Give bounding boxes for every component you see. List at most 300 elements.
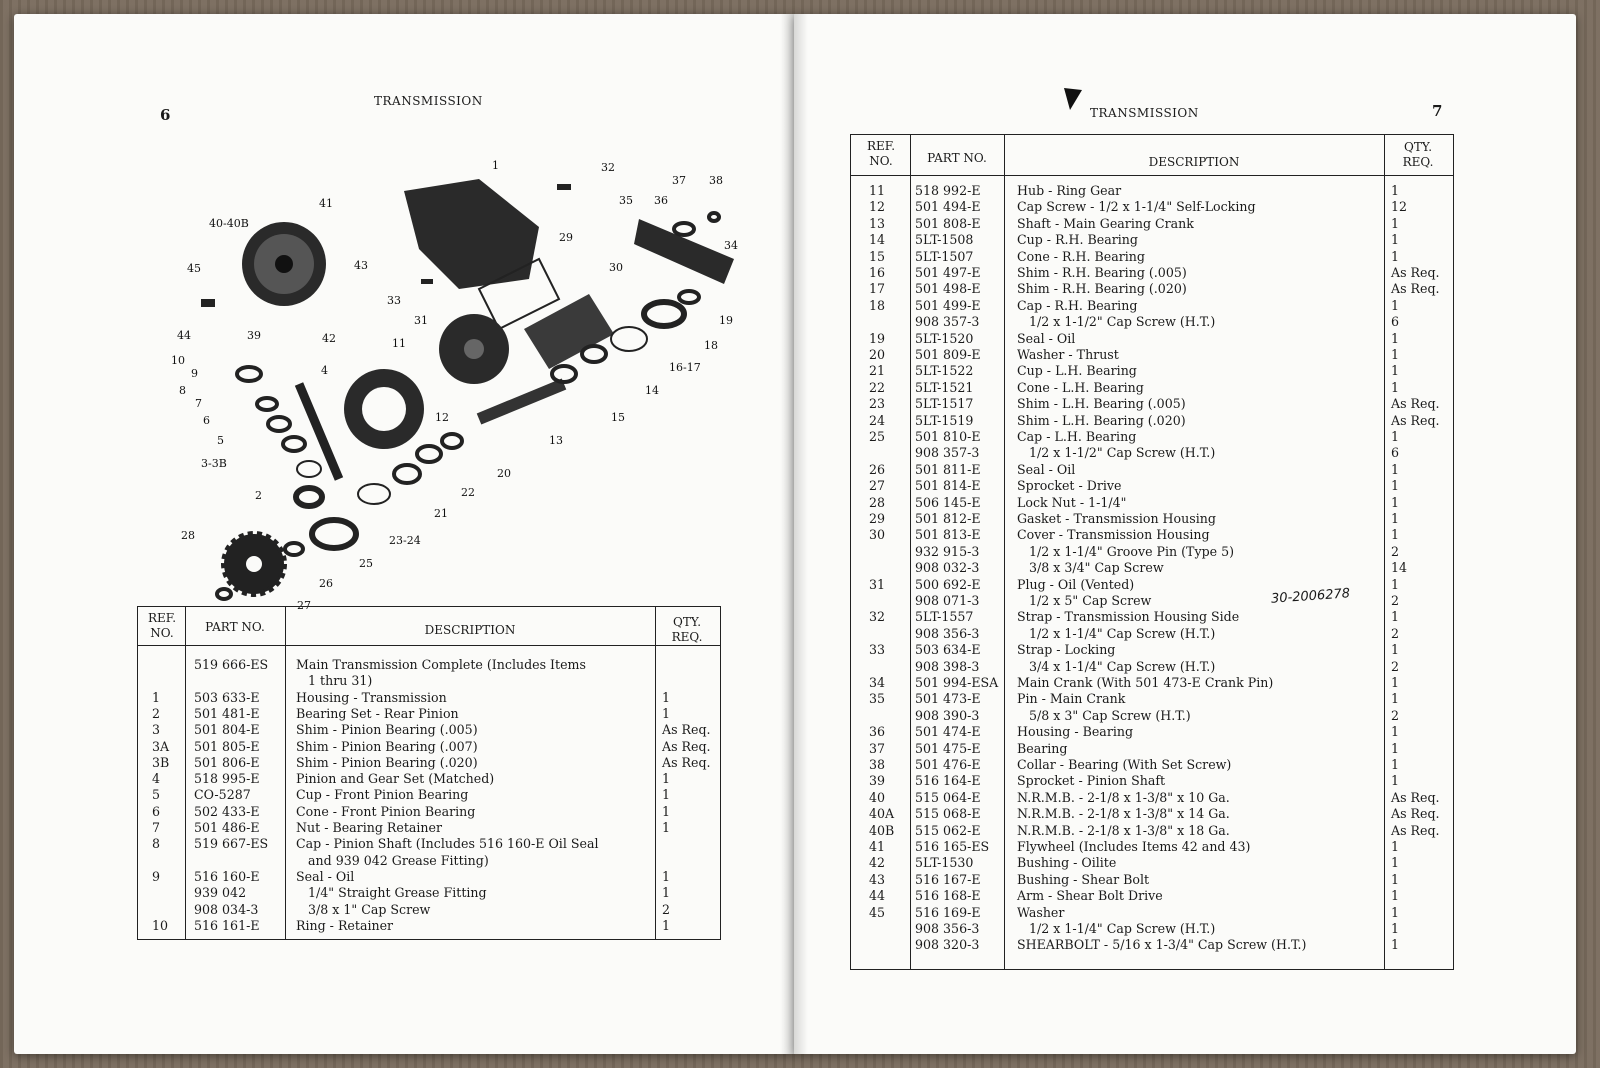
cell-part: 501 813-E [915,527,981,543]
cell-part: 5LT-1530 [915,855,974,871]
cell-ref: 22 [869,379,886,395]
table-row [851,724,1453,740]
svg-text:36: 36 [654,194,668,207]
svg-text:9: 9 [191,367,198,380]
cell-desc: Lock Nut - 1-1/4" [1017,494,1127,510]
cell-desc: Arm - Shear Bolt Drive [1017,888,1163,904]
table-row [851,445,1453,461]
cell-qty: As Req. [662,754,711,770]
cell-qty: As Req. [1391,822,1440,838]
table-row [138,722,720,738]
cell-desc: Cap Screw - 1/2 x 1-1/4" Self-Locking [1017,199,1256,215]
cell-part: 501 810-E [915,429,981,444]
cell-part: 501 497-E [915,265,981,280]
cell-part: 501 475-E [915,740,981,756]
cell-part: 908 032-3 [915,560,980,576]
table-row [138,771,720,787]
cell-qty: 2 [662,901,671,917]
cell-qty: 1 [1391,379,1400,395]
table-header [138,607,720,646]
table-row [851,363,1453,379]
svg-text:7: 7 [195,397,202,410]
cell-part: 516 160-E [194,868,260,884]
cell-part: 501 804-E [194,722,260,738]
table-row [851,593,1453,609]
table-row [851,560,1453,576]
cell-ref: 36 [869,724,886,740]
cell-part: 501 812-E [915,511,981,526]
svg-text:40-40B: 40-40B [209,217,249,230]
cell-ref: 25 [869,429,886,444]
table-row [851,757,1453,773]
cell-ref: 15 [869,248,886,264]
cell-desc: 1/2 x 1-1/4" Cap Screw (H.T.) [1017,921,1216,936]
svg-text:20: 20 [497,467,511,480]
cell-ref: 4 [152,771,161,787]
cell-qty: As Req. [662,722,711,738]
cell-part: 503 633-E [194,689,260,705]
table-row [138,657,720,673]
table-row [851,773,1453,789]
cell-desc: Cone - Front Pinion Bearing [296,803,476,819]
cell-qty: 1 [662,705,671,721]
table-row [851,183,1453,199]
cell-part: 501 499-E [915,297,981,313]
cell-desc: 1/2 x 1-1/2" Cap Screw (H.T.) [1017,445,1216,461]
cell-desc: N.R.M.B. - 2-1/8 x 1-3/8" x 18 Ga. [1017,822,1230,838]
cell-part: 519 667-ES [194,836,269,852]
cell-desc: Shim - Pinion Bearing (.020) [296,754,478,770]
svg-text:10: 10 [171,354,185,367]
cell-part: 502 433-E [194,803,260,819]
cell-qty: 2 [1391,658,1400,674]
cell-desc: N.R.M.B. - 2-1/8 x 1-3/8" x 14 Ga. [1017,806,1230,822]
cell-ref: 34 [869,675,886,690]
table-row [851,216,1453,232]
cell-qty: 1 [1391,740,1400,756]
crank-part [634,219,734,284]
cell-qty: 1 [1391,691,1400,707]
cell-qty: As Req. [662,738,711,754]
cell-desc: 3/4 x 1-1/4" Cap Screw (H.T.) [1017,658,1216,674]
cell-qty: 1 [1391,675,1400,690]
cell-ref: 30 [869,527,886,543]
cell-part: 939 042 [194,885,247,901]
cell-qty: 1 [1391,576,1400,592]
cell-qty: As Req. [1391,806,1440,822]
svg-text:43: 43 [354,259,368,272]
svg-text:2: 2 [255,489,262,502]
cell-ref: 28 [869,494,886,510]
svg-text:15: 15 [611,411,625,424]
table-row [851,527,1453,543]
cell-qty: 1 [1391,642,1400,658]
cell-qty: 14 [1391,560,1408,576]
cell-part: 5LT-1522 [915,363,974,379]
cell-ref: 29 [869,511,886,526]
cell-qty: 1 [662,771,671,787]
cell-part: 908 071-3 [915,593,980,608]
table-row [851,708,1453,724]
part-header: PART NO. [205,620,265,634]
cell-qty: 1 [1391,429,1400,444]
cell-part: 518 995-E [194,771,260,787]
cell-part: 5LT-1508 [915,232,974,248]
cell-qty: 1 [1391,724,1400,740]
cell-part: 501 806-E [194,754,260,770]
cell-qty: 1 [1391,904,1400,920]
svg-text:16-17: 16-17 [669,361,701,374]
cell-part: 908 390-3 [915,707,980,723]
cell-part: 516 169-E [915,904,981,920]
cell-qty: 1 [662,885,671,901]
cell-desc: Cone - R.H. Bearing [1017,248,1145,264]
cell-desc: Shim - Pinion Bearing (.007) [296,738,478,754]
cell-part: 515 064-E [915,789,981,805]
locking-strap-part [421,279,433,284]
cell-ref: 10 [152,917,169,933]
cell-ref: 43 [869,871,886,887]
cell-qty: 1 [1391,527,1400,543]
table-row [851,839,1453,855]
cell-part: 501 474-E [915,724,981,740]
cell-desc: Housing - Bearing [1017,724,1134,740]
main-shaft-part [479,384,564,419]
cell-part: 501 809-E [915,347,981,362]
cell-qty: 1 [662,803,671,819]
cell-qty: 1 [662,820,671,835]
exploded-parts-diagram [159,149,749,619]
qty-header: QTY. REQ. [1402,140,1434,169]
cell-part: 518 992-E [915,183,981,198]
table-row [851,921,1453,937]
cell-ref: 3A [152,738,170,754]
svg-text:22: 22 [461,486,475,499]
cell-desc: SHEARBOLT - 5/16 x 1-3/4" Cap Screw (H.T.) [1017,937,1307,953]
cell-qty: 6 [1391,445,1400,461]
cell-part: 5LT-1520 [915,330,974,346]
cell-desc: Main Crank (With 501 473-E Crank Pin) [1017,675,1274,690]
table-row [851,577,1453,593]
svg-text:37: 37 [672,174,686,187]
svg-text:14: 14 [645,384,659,397]
cell-desc: Flywheel (Includes Items 42 and 43) [1017,839,1251,854]
table-row [851,249,1453,265]
cell-qty: 1 [662,787,671,803]
cell-ref: 7 [152,820,161,835]
cell-desc: Pin - Main Crank [1017,691,1126,707]
svg-text:42: 42 [322,332,336,345]
cell-desc: N.R.M.B. - 2-1/8 x 1-3/8" x 10 Ga. [1017,789,1230,805]
cell-ref: 6 [152,803,161,819]
cell-desc: Strap - Locking [1017,642,1116,658]
cell-part: 500 692-E [915,576,981,592]
table-row [851,790,1453,806]
table-row [851,413,1453,429]
cell-part: 515 068-E [915,806,981,822]
svg-text:39: 39 [247,329,261,342]
cell-desc: Shim - Pinion Bearing (.005) [296,722,478,738]
cell-part: 506 145-E [915,494,981,510]
table-row [851,199,1453,215]
table-row [851,888,1453,904]
handwritten-note: 30-2006278 [1270,586,1351,607]
table-row [851,347,1453,363]
svg-text:1: 1 [492,159,499,172]
page-number: 7 [1432,102,1443,120]
cell-desc: Cap - Pinion Shaft (Includes 516 160-E Oil Seal [296,836,599,852]
cell-desc: 1/4" Straight Grease Fitting [296,885,487,901]
svg-text:45: 45 [187,262,201,275]
cell-desc: 1/2 x 1-1/4" Cap Screw (H.T.) [1017,625,1216,641]
cell-part: 5LT-1557 [915,609,974,625]
table-row [851,478,1453,494]
table-row [851,396,1453,412]
svg-text:5: 5 [217,434,224,447]
page-header: TRANSMISSION [1090,106,1199,120]
cell-ref: 42 [869,855,886,871]
table-row [138,869,720,885]
cell-part: 5LT-1517 [915,396,974,412]
cell-qty: 1 [1391,839,1400,854]
cell-qty: 1 [1391,937,1400,953]
svg-text:19: 19 [719,314,733,327]
table-row [851,429,1453,445]
cell-desc: Housing - Transmission [296,689,447,705]
cell-qty: 1 [1391,773,1400,789]
svg-text:3-3B: 3-3B [201,457,227,470]
table-row [851,232,1453,248]
table-row [851,298,1453,314]
cell-qty: 1 [662,868,671,884]
cell-part: 908 356-3 [915,625,980,641]
svg-text:34: 34 [724,239,738,252]
cell-part: 515 062-E [915,822,981,838]
cell-ref: 40A [869,806,895,822]
cell-qty: 1 [1391,871,1400,887]
cell-part: 503 634-E [915,642,981,658]
cell-desc: 1/2 x 5" Cap Screw [1017,593,1152,608]
svg-text:30: 30 [609,261,623,274]
desc-header: DESCRIPTION [424,623,516,637]
cell-desc: Collar - Bearing (With Set Screw) [1017,757,1232,772]
cell-desc: Washer - Thrust [1017,347,1119,362]
cell-desc: 5/8 x 3" Cap Screw (H.T.) [1017,707,1191,723]
svg-text:23-24: 23-24 [389,534,421,547]
cell-desc: Main Transmission Complete (Includes Items [296,657,586,672]
cell-desc: 1 thru 31) [296,673,373,689]
table-row [138,787,720,803]
svg-text:25: 25 [359,557,373,570]
cell-desc: Cup - Front Pinion Bearing [296,787,469,803]
cell-desc: Ring - Retainer [296,917,394,933]
cell-part: 5LT-1521 [915,379,974,395]
cell-qty: 1 [1391,757,1400,772]
cell-desc: Shim - R.H. Bearing (.020) [1017,281,1187,297]
cell-ref: 9 [152,868,161,884]
cell-ref: 3B [152,754,170,770]
cell-qty: 2 [1391,593,1400,608]
cell-qty: 2 [1391,543,1400,559]
table-row [138,885,720,901]
table-row [851,806,1453,822]
cell-part: 908 357-3 [915,314,980,330]
cell-qty: 1 [1391,494,1400,510]
cell-desc: Sprocket - Drive [1017,478,1122,494]
hub-part [439,314,509,384]
cell-ref: 32 [869,609,886,625]
cell-qty: 1 [1391,511,1400,526]
cell-ref: 1 [152,689,161,705]
cell-qty: 1 [1391,921,1400,936]
cell-part: 908 398-3 [915,658,980,674]
svg-text:33: 33 [387,294,401,307]
cell-desc: Bearing Set - Rear Pinion [296,705,459,721]
table-row [138,706,720,722]
table-row [851,659,1453,675]
table-row [851,872,1453,888]
cell-ref: 13 [869,215,886,231]
cell-qty: 6 [1391,314,1400,330]
cell-part: 501 814-E [915,478,981,494]
table-row [138,902,720,918]
table-row [851,281,1453,297]
cell-qty: 1 [1391,215,1400,231]
cell-ref: 8 [152,836,161,852]
table-row [138,739,720,755]
cell-part: 501 808-E [915,215,981,231]
cell-ref: 33 [869,642,886,658]
cell-qty: 1 [1391,609,1400,625]
cell-part: 908 357-3 [915,445,980,461]
svg-text:32: 32 [601,161,615,174]
cell-part: CO-5287 [194,787,251,803]
table-row [138,820,720,836]
cell-desc: 3/8 x 3/4" Cap Screw [1017,560,1164,576]
cell-desc: Cover - Transmission Housing [1017,527,1210,543]
cell-qty: 1 [662,917,671,933]
table-row [851,495,1453,511]
cell-part: 501 473-E [915,691,981,707]
table-header [851,135,1453,176]
cell-part: 501 494-E [915,199,981,215]
cell-desc: 1/2 x 1-1/4" Groove Pin (Type 5) [1017,543,1235,559]
page-number: 6 [160,106,171,124]
cell-part: 501 476-E [915,757,981,772]
cell-part: 519 666-ES [194,657,269,672]
desc-header: DESCRIPTION [1148,155,1240,169]
flywheel-part [242,222,326,306]
cell-part: 5LT-1507 [915,248,974,264]
table-row [851,741,1453,757]
cell-ref: 18 [869,297,886,313]
cell-qty: 1 [662,689,671,705]
cell-ref: 40B [869,822,895,838]
cell-qty: As Req. [1391,789,1440,805]
cell-ref: 38 [869,757,886,772]
cell-qty: 2 [1391,707,1400,723]
table-row [851,675,1453,691]
cell-desc: and 939 042 Grease Fitting) [296,852,489,868]
cell-desc: Gasket - Transmission Housing [1017,511,1216,526]
svg-text:13: 13 [549,434,563,447]
cell-ref: 26 [869,461,886,477]
cell-qty: 1 [1391,363,1400,379]
cell-part: 516 168-E [915,888,981,904]
table-row [851,331,1453,347]
cell-qty: 1 [1391,461,1400,477]
cell-desc: Cap - L.H. Bearing [1017,429,1137,444]
table-row [851,380,1453,396]
cell-ref: 3 [152,722,161,738]
svg-text:35: 35 [619,194,633,207]
svg-text:38: 38 [709,174,723,187]
cell-desc: 3/8 x 1" Cap Screw [296,901,431,917]
cell-ref: 19 [869,330,886,346]
cell-qty: 1 [1391,248,1400,264]
table-row [138,918,720,934]
arm-part [201,299,215,307]
cell-ref: 39 [869,773,886,789]
cell-qty: As Req. [1391,265,1440,280]
cell-ref: 20 [869,347,886,362]
cell-part: 501 805-E [194,738,260,754]
ref-header: REF. NO. [866,139,896,168]
svg-text:26: 26 [319,577,333,590]
cell-part: 516 164-E [915,773,981,789]
table-row [851,626,1453,642]
cell-qty: 1 [1391,888,1400,904]
cell-desc: Hub - Ring Gear [1017,183,1122,198]
cell-part: 908 034-3 [194,901,259,917]
parts-table [850,134,1454,970]
strap-part [557,184,571,190]
svg-text:27: 27 [297,599,311,612]
cell-desc: Pinion and Gear Set (Matched) [296,771,495,787]
cell-desc: Seal - Oil [296,868,355,884]
parts-table [137,606,721,940]
cell-ref: 16 [869,265,886,280]
table-row [851,855,1453,871]
cell-desc: Seal - Oil [1017,330,1076,346]
cell-desc: Sprocket - Pinion Shaft [1017,773,1166,789]
cell-part: 908 320-3 [915,937,980,953]
cell-qty: 1 [1391,478,1400,494]
cell-part: 516 165-ES [915,839,990,854]
cell-desc: Cap - R.H. Bearing [1017,297,1138,313]
cell-desc: Shim - R.H. Bearing (.005) [1017,265,1187,280]
cell-desc: Bearing [1017,740,1068,756]
qty-header: QTY. REQ. [671,615,703,644]
cell-part: 932 915-3 [915,543,980,559]
table-row [851,609,1453,625]
cell-part: 501 481-E [194,705,260,721]
cell-ref: 27 [869,478,886,494]
table-row [851,462,1453,478]
cell-ref: 31 [869,576,886,592]
table-row [851,642,1453,658]
table-row [138,804,720,820]
table-row [851,937,1453,953]
svg-text:18: 18 [704,339,718,352]
cell-desc: Bushing - Shear Bolt [1017,871,1150,887]
cell-ref: 14 [869,232,886,248]
cell-desc: Bushing - Oilite [1017,855,1117,871]
cell-ref: 24 [869,412,886,428]
page-header: TRANSMISSION [374,94,483,108]
cell-qty: As Req. [1391,412,1440,428]
cell-ref: 12 [869,199,886,215]
